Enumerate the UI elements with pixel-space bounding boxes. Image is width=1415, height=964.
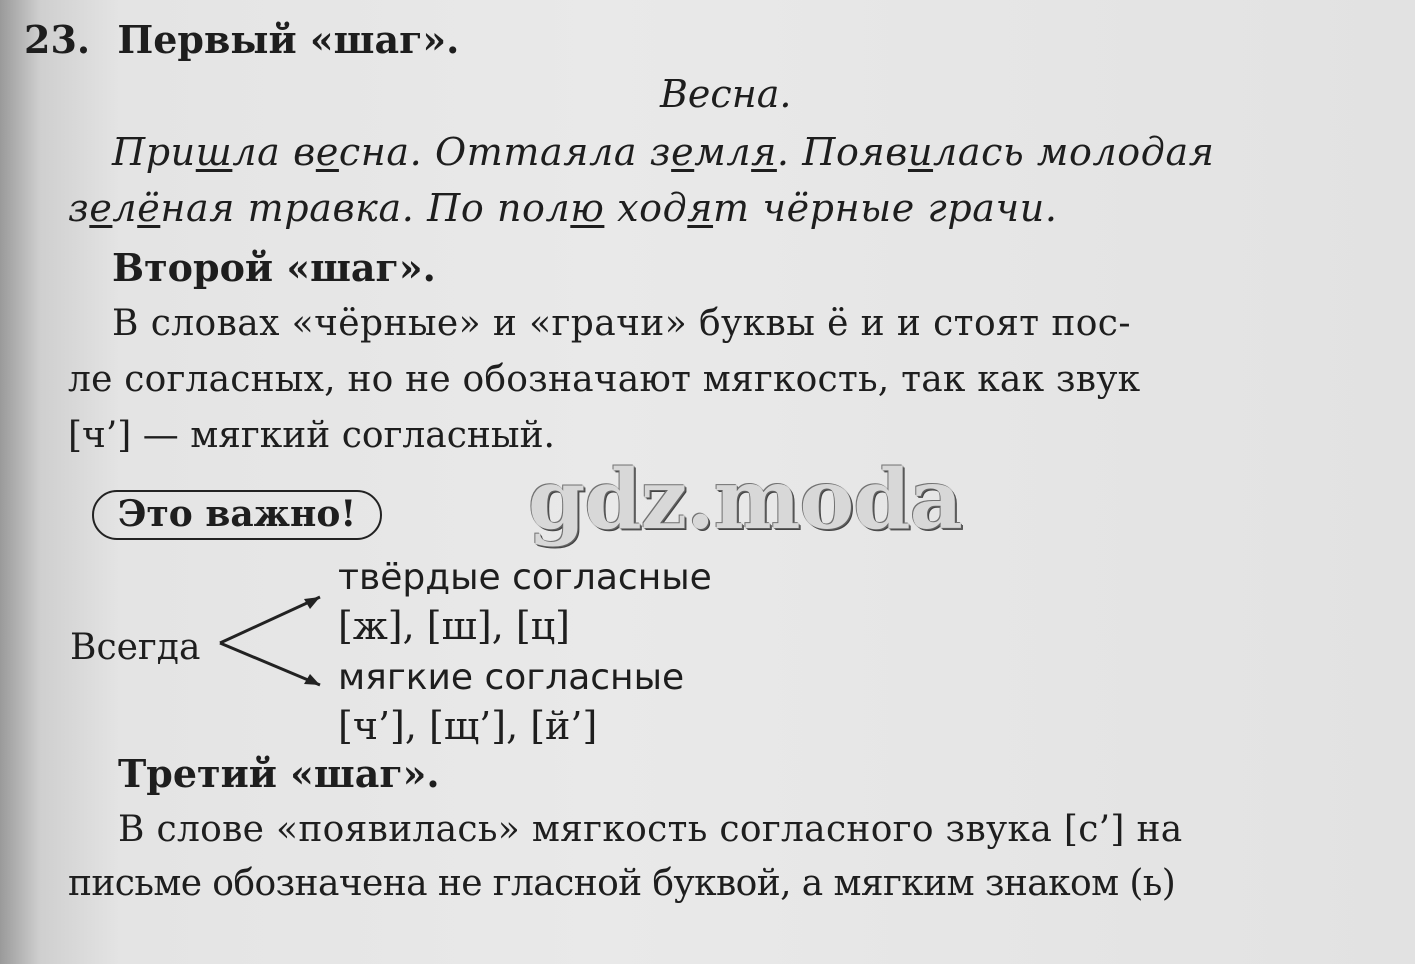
step-three-line-2: письме обозначена не гласной буквой, а мягким знаком (ь) bbox=[68, 863, 1176, 904]
underlined-letter: е bbox=[89, 186, 113, 230]
underlined-letter: е bbox=[315, 130, 339, 174]
underlined-letter: е bbox=[671, 130, 695, 174]
arrow-up bbox=[220, 597, 320, 643]
soft-consonants-sounds: [ч’], [щ’], [й’] bbox=[338, 704, 598, 748]
underlined-letter: ё bbox=[137, 186, 161, 230]
step-two-line-1: В словах «чёрные» и «грачи» буквы ё и и стоят пос- bbox=[112, 303, 1131, 344]
text-segment: . Появ bbox=[776, 130, 908, 174]
step-three-title: Третий «шаг». bbox=[118, 751, 440, 796]
step-one-title: Первый «шаг». bbox=[117, 17, 460, 62]
exercise-header bbox=[24, 18, 459, 62]
hard-consonants-sounds: [ж], [ш], [ц] bbox=[338, 604, 570, 648]
text-segment: лась молодая bbox=[933, 130, 1215, 174]
underlined-letter: ю bbox=[570, 186, 605, 230]
important-badge: Это важно! bbox=[92, 490, 382, 540]
step-two-line-3: [ч’] — мягкий согласный. bbox=[68, 415, 556, 456]
soft-consonants-label: мягкие согласные bbox=[338, 657, 685, 698]
text-segment: ная травка. По пол bbox=[160, 186, 571, 230]
underlined-letter: я bbox=[687, 186, 714, 230]
text-segment: При bbox=[112, 130, 196, 174]
text-segment: ла в bbox=[232, 130, 316, 174]
hard-consonants-label: твёрдые согласные bbox=[338, 557, 712, 598]
step-two-title: Второй «шаг». bbox=[112, 245, 436, 290]
text-segment: т чёрные грачи. bbox=[713, 186, 1058, 230]
always-label: Всегда bbox=[70, 627, 201, 668]
watermark: gdz.moda bbox=[528, 452, 962, 548]
text-segment: сна. Оттаяла з bbox=[338, 130, 672, 174]
arrow-down bbox=[220, 643, 320, 685]
text-segment: л bbox=[112, 186, 138, 230]
step-two-line-2: ле согласных, но не обозначают мягкость, так как звук bbox=[68, 359, 1141, 400]
text-segment: з bbox=[68, 186, 90, 230]
exercise-number: 23. bbox=[24, 17, 91, 62]
text-line-1 bbox=[112, 130, 1215, 174]
text-segment: мл bbox=[694, 130, 752, 174]
text-line-2 bbox=[68, 186, 1058, 230]
underlined-letter: ш bbox=[195, 130, 233, 174]
branch-arrows bbox=[210, 585, 340, 695]
underlined-letter: я bbox=[751, 130, 777, 174]
underlined-letter: и bbox=[907, 130, 934, 174]
text-segment: ход bbox=[604, 186, 688, 230]
poem-title: Весна. bbox=[660, 72, 792, 116]
step-three-line-1: В слове «появилась» мягкость согласного звука [с’] на bbox=[118, 809, 1183, 850]
